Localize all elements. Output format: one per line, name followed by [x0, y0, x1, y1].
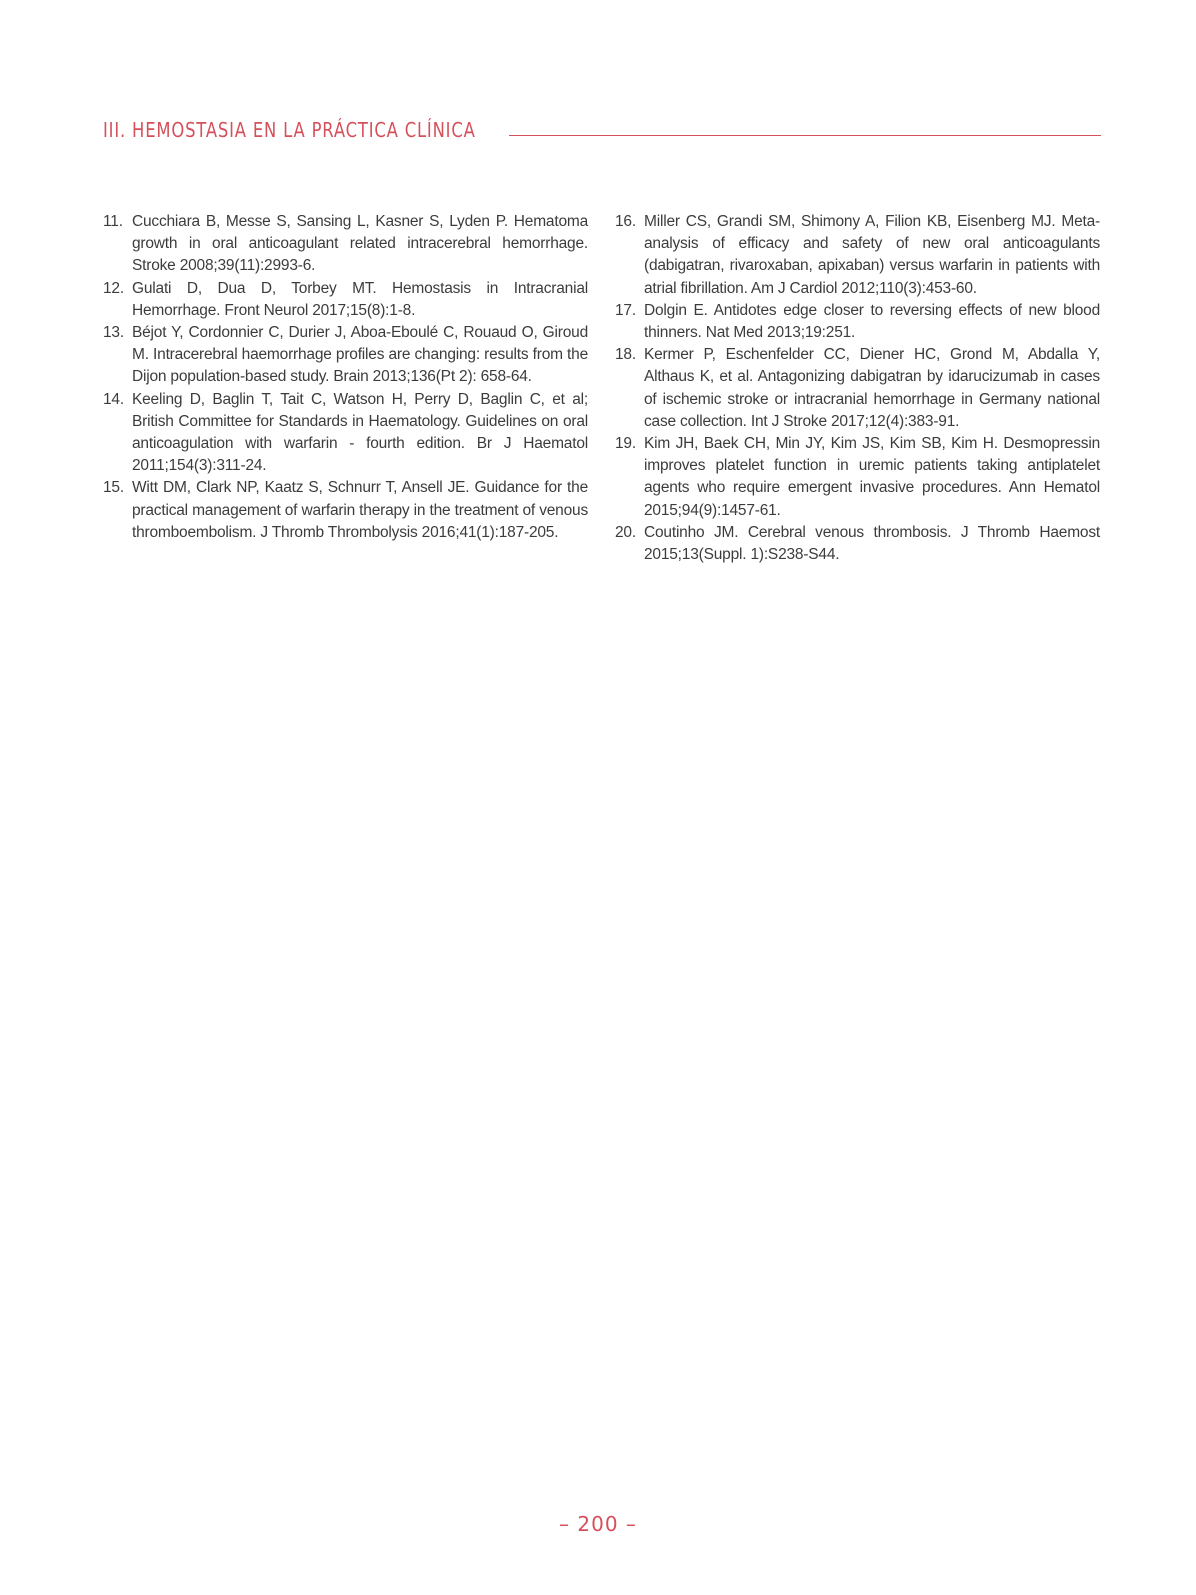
reference-text: Béjot Y, Cordonnier C, Durier J, Aboa-Eboulé C, Rouaud O, Giroud M. Intracerebral haemorrhage profiles are changing: results from the Dijon population-based study. Brain 2013;136(Pt 2): 658-64. [132, 324, 588, 386]
reference-item [103, 211, 588, 278]
reference-text: Gulati D, Dua D, Torbey MT. Hemostasis in Intracranial Hemorrhage. Front Neurol 2017;15(8):1-8. [132, 279, 588, 319]
reference-text: Cucchiara B, Messe S, Sansing L, Kasner S, Lyden P. Hematoma growth in oral anticoagulant related intracerebral hemorrhage. Stroke 2008;39(11):2993-6. [132, 213, 588, 275]
reference-text: Kermer P, Eschenfelder CC, Diener HC, Grond M, Abdalla Y, Althaus K, et al. Antagonizing dabigatran by idarucizumab in cases of ischemic stroke or intracranial hemorrhage in Germany national case collection. Int J Stroke 2017;12(4):383-91. [644, 346, 1100, 430]
reference-item [615, 211, 1100, 300]
references-right-column [615, 211, 1100, 566]
reference-text: Keeling D, Baglin T, Tait C, Watson H, Perry D, Baglin C, et al; British Committee for Standards in Haematology. Guidelines on oral anticoagulation with warfarin - fourth edition. Br J Haematol 2011;154(3):311-24. [132, 390, 588, 475]
reference-number: 20. [615, 523, 636, 541]
reference-number: 18. [615, 346, 636, 364]
reference-item [103, 389, 588, 478]
reference-number: 16. [615, 213, 636, 230]
reference-item [615, 344, 1100, 433]
running-header [103, 108, 1101, 140]
reference-text: Witt DM, Clark NP, Kaatz S, Schnurr T, Ansell JE. Guidance for the practical management of warfarin therapy in the treatment of venous thromboembolism. J Thromb Thrombolysis 2016;41(1):187-205. [132, 479, 588, 541]
reference-item [103, 278, 588, 322]
reference-number: 14. [103, 390, 124, 408]
reference-item [615, 433, 1100, 522]
reference-item [615, 522, 1100, 566]
reference-item [615, 300, 1100, 344]
page-number: – 200 – [559, 1512, 637, 1536]
reference-text: Coutinho JM. Cerebral venous thrombosis. J Thromb Haemost 2015;13(Suppl. 1):S238-S44. [644, 523, 1100, 564]
reference-text: Miller CS, Grandi SM, Shimony A, Filion KB, Eisenberg MJ. Meta-analysis of efficacy and safety of new oral anticoagulants (dabigatran, rivaroxaban, apixaban) versus warfarin in patients with atrial fibrillation. Am J Cardiol 2012;110(3):453-60. [644, 213, 1100, 297]
reference-number: 13. [103, 324, 124, 342]
reference-number: 19. [615, 435, 636, 453]
reference-number: 11. [103, 213, 123, 230]
reference-text: Dolgin E. Antidotes edge closer to reversing effects of new blood thinners. Nat Med 2013;19:251. [644, 301, 1100, 342]
reference-item [103, 322, 588, 389]
references-left-column [103, 211, 588, 544]
reference-item [103, 477, 588, 544]
reference-number: 17. [615, 301, 636, 319]
section-title: III. HEMOSTASIA EN LA PRÁCTICA CLÍNICA [103, 118, 476, 142]
reference-number: 15. [103, 479, 124, 497]
header-rule [509, 135, 1101, 136]
reference-number: 12. [103, 279, 124, 297]
reference-text: Kim JH, Baek CH, Min JY, Kim JS, Kim SB, Kim H. Desmopressin improves platelet function in uremic patients taking antiplatelet agents who require emergent invasive procedures. Ann Hematol 2015;94(9):1457-61. [644, 435, 1100, 519]
